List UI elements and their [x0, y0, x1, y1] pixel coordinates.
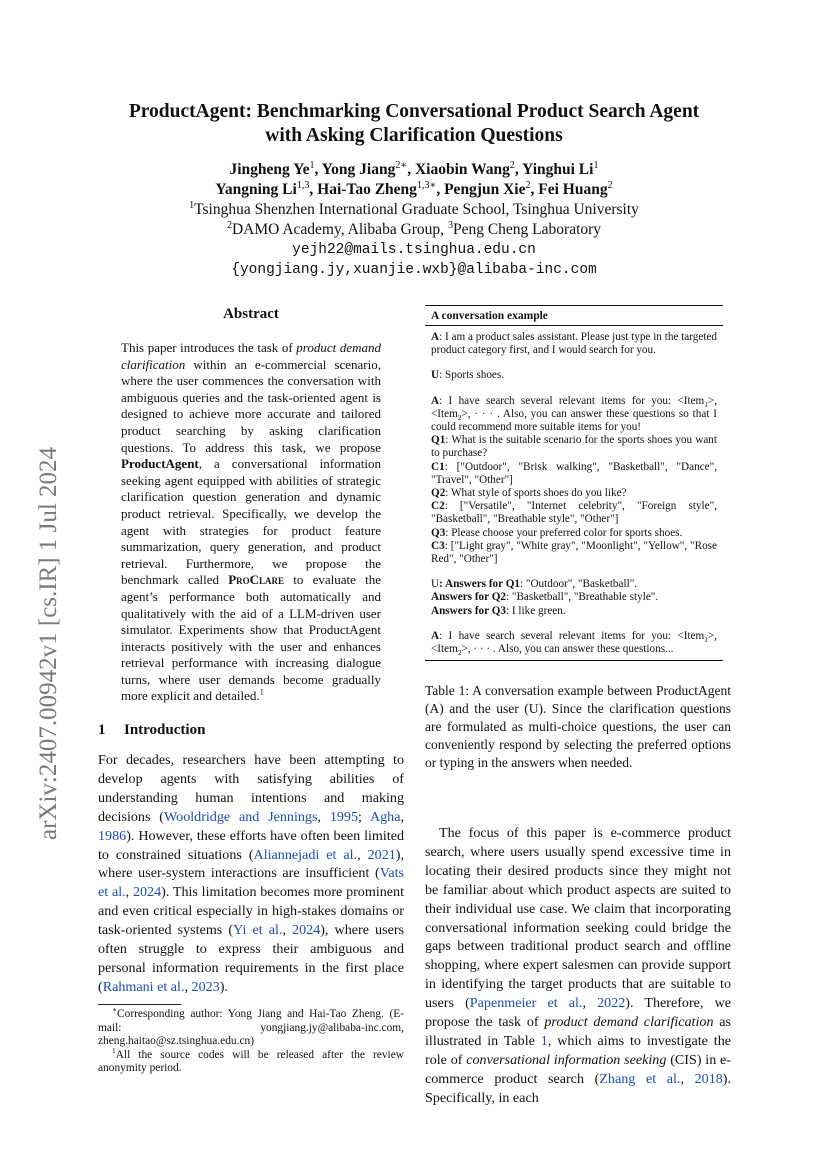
- body-text: ,: [400, 808, 405, 825]
- speaker-label: A: [431, 629, 440, 642]
- email-1: yejh22@mails.tsinghua.edu.cn: [292, 242, 536, 258]
- footnote-ref[interactable]: 1: [259, 687, 264, 698]
- author-sep: ,: [530, 181, 539, 198]
- abstract-text: This paper introduces the task of: [121, 340, 297, 355]
- item-subscript: 2: [457, 649, 462, 658]
- speaker-label: U: [431, 578, 440, 591]
- table-caption: Table 1: A conversation example between ProductAgent (A) and the user (U). Since the clarification questions are formulated as multi-choice questions, the user can conveniently respond by selecting the preferred options or typing in the answers when needed.: [425, 683, 731, 770]
- table-heading: A conversation example: [431, 310, 548, 322]
- italic-term: conversational information seeking: [466, 1051, 667, 1068]
- body-text: , which aims to investigate the role of: [425, 1032, 731, 1068]
- body-text: ,: [317, 808, 330, 825]
- table-reference-link[interactable]: 1: [540, 1032, 548, 1049]
- citation-link[interactable]: Wooldridge and Jennings: [163, 808, 318, 825]
- user-turn-1: [431, 369, 717, 382]
- question-text: : Please choose your preferred color for sports shoes.: [445, 526, 683, 539]
- citation-link[interactable]: Rahmani et al.: [102, 978, 185, 995]
- turn-text: : I have search several relevant items for you: <Item: [439, 394, 705, 407]
- author-sup: 2: [509, 159, 515, 171]
- author-sep: ,: [309, 181, 318, 198]
- question-text: : What style of sports shoes do you like?: [445, 487, 627, 500]
- citation-link[interactable]: 1986: [98, 827, 127, 844]
- arxiv-stamp: arXiv:2407.00942v1 [cs.IR] 1 Jul 2024: [35, 446, 62, 840]
- conversation-body: [425, 326, 723, 660]
- citation-link[interactable]: 2024: [132, 884, 162, 901]
- author-sup: 2: [607, 179, 613, 191]
- author-name: Yong Jiang: [321, 161, 396, 178]
- body-text: ,: [582, 995, 598, 1012]
- body-text: ), where users often struggle to express their ambiguous and personal information requirements in the first place (: [98, 922, 405, 995]
- footnote-text: Corresponding author: Yong Jiang and Hai-Tao Zheng. (E-mail: yongjiang.jy@alibaba-inc.com, zheng.haitao@sz.tsinghua.edu.cn): [98, 1008, 404, 1048]
- author-sep: ,: [407, 161, 415, 178]
- email-2: {yongjiang.jy,xuanjie.wxb}@alibaba-inc.com: [231, 262, 597, 278]
- agent-turn-1: [431, 331, 717, 357]
- author-name: Yangning Li: [215, 181, 297, 198]
- choice-label: C1: [431, 460, 445, 473]
- section-title: Introduction: [124, 722, 206, 738]
- italic-term: product demand clarification: [544, 1014, 714, 1031]
- abstract-text: to evaluate the agent’s performance both automatically and qualitatively with the aid of a LLM-driven user simulator. Experiments show that ProductAgent interacts positively with the user and enhances retrieval performance with increasing dialogue turns, where user demands become gradually more explicit and detailed.: [121, 572, 381, 704]
- title-line-2: with Asking Clarification Questions: [265, 125, 563, 146]
- citation-link[interactable]: 2021: [367, 846, 396, 863]
- question-text: : What is the suitable scenario for the sports shoes you want to purchase?: [431, 434, 717, 460]
- author-name: Fei Huang: [538, 181, 608, 198]
- item-subscript: 1: [704, 636, 708, 645]
- choice-label: C2: [431, 500, 445, 513]
- body-text: as illustrated in Table: [425, 1014, 732, 1049]
- body-text: ).: [219, 978, 228, 995]
- aff-sup: 1: [189, 199, 195, 211]
- answer-text: : "Outdoor", "Basketball".: [520, 578, 638, 591]
- question-label: Q2: [431, 487, 446, 500]
- choice-text: : ["Light gray", "White gray", "Moonlight", "Yellow", "Rose Red", "Other"]: [431, 539, 717, 566]
- citation-link[interactable]: Agha: [369, 808, 401, 825]
- author-line-1: [0, 160, 828, 180]
- author-name: Xiaobin Wang: [414, 161, 510, 178]
- speaker-label: U: [431, 369, 440, 382]
- author-sup: 1,3: [296, 179, 310, 191]
- turn-text: : I have search several relevant items for you: <Item: [439, 629, 705, 642]
- author-sup: 2∗: [395, 159, 408, 171]
- turn-text: >, <Item: [431, 394, 717, 420]
- body-text: The focus of this paper is e-commerce product search, where users usually spend excessive time in locating their desired products since they might not be familiar about which product aspects are suited to their individual use case. We claim that incorporating conversational information seeking could bridge the gaps between traditional product search and offline shopping, where expert salesmen can provide support in identifying the target products that are suitable to users (: [425, 825, 731, 1012]
- turn-text: >, · · · . Also, you can answer these questions so that I could recommend more suitable items for you!: [431, 407, 717, 434]
- item-subscript: 1: [704, 400, 708, 409]
- aff-sup: 2: [226, 219, 232, 231]
- speaker-label: A: [431, 331, 440, 343]
- abstract-heading: Abstract: [223, 306, 279, 322]
- citation-link[interactable]: 2018: [694, 1070, 723, 1087]
- body-text: ). However, these efforts have often been limited to constrained situations (: [98, 827, 404, 863]
- author-name: Hai-Tao Zheng: [317, 181, 417, 198]
- answer-label: Answers for Q2: [431, 591, 506, 604]
- author-line-2: [0, 180, 828, 200]
- body-text: ,: [184, 978, 192, 995]
- body-text: ,: [282, 922, 293, 939]
- body-text: ;: [358, 808, 370, 825]
- section-heading-introduction: [98, 722, 205, 739]
- right-column-paragraph: [425, 824, 731, 1108]
- citation-link[interactable]: Yi et al.: [233, 922, 283, 939]
- author-block: [0, 160, 828, 280]
- author-name: Yinghui Li: [522, 161, 594, 178]
- author-sep: ,: [314, 161, 322, 178]
- body-text: ). Therefore, we propose the task of: [425, 995, 732, 1031]
- abstract-bold: ProductAgent: [121, 456, 199, 472]
- answer-text: : I like green.: [506, 604, 566, 617]
- body-text: (CIS) in e-commerce product search (: [425, 1051, 731, 1087]
- author-sup: 1,3∗: [416, 179, 437, 191]
- body-text: ,: [125, 884, 133, 901]
- abstract-text: , a conversational information seeking agent equipped with abilities of strategic clarification question generation and dynamic product retrieval. Specifically, we develop the agent with strategies for product feature summarization, query generation, and product retrieval. Furthermore, we propose the benchmark called: [121, 456, 381, 588]
- citation-link[interactable]: 2024: [292, 922, 321, 939]
- affiliation-1: [0, 200, 828, 220]
- conversation-table: [425, 305, 723, 661]
- aff-text: Peng Cheng Laboratory: [452, 221, 602, 238]
- choice-label: C3: [431, 539, 445, 552]
- table-bottom-rule: [425, 660, 723, 661]
- answer-text: : "Basketball", "Breathable style".: [506, 591, 659, 604]
- choice-text: : ["Outdoor", "Brisk walking", "Basketball", "Dance", "Travel", "Other"]: [431, 460, 717, 486]
- author-sep: ,: [514, 161, 523, 178]
- body-text: ). Specifically, in each: [425, 1070, 732, 1106]
- body-text: ). This limitation becomes more prominent and even critical especially in high-stakes domains or task-oriented systems (: [98, 884, 405, 939]
- citation-link[interactable]: 2022: [597, 995, 626, 1012]
- body-text: For decades, researchers have been attempting to develop agents with satisfying abilities of understanding human intentions and making decisions (: [98, 752, 404, 825]
- author-name: Jingheng Ye: [229, 161, 310, 178]
- citation-link[interactable]: Zhang et al.: [599, 1070, 681, 1087]
- footnote-1: [98, 1005, 404, 1049]
- benchmark-name: ProClare: [228, 572, 285, 588]
- author-sup: 1: [309, 159, 315, 171]
- footnote-mark: 1: [112, 1045, 116, 1055]
- answer-label: Answers for Q3: [431, 604, 506, 617]
- aff-text: Tsinghua Shenzhen International Graduate School, Tsinghua University: [194, 201, 639, 218]
- section-number: 1: [98, 722, 106, 738]
- citation-link[interactable]: Aliannejadi et al.: [253, 846, 358, 863]
- turn-text: : I am a product sales assistant. Please just type in the targeted product category first, and I would search for you.: [431, 331, 717, 357]
- abstract-italic: product demand clarification: [121, 340, 381, 372]
- author-name: Pengjun Xie: [444, 181, 526, 198]
- footnotes: [98, 1005, 404, 1076]
- footnote-text: All the source codes will be released after the review anonymity period.: [98, 1048, 404, 1075]
- affiliation-2: [0, 220, 828, 240]
- footnote-mark: ∗: [112, 1005, 118, 1015]
- aff-text: DAMO Academy, Alibaba Group,: [231, 221, 448, 238]
- citation-link[interactable]: 1995: [329, 808, 358, 825]
- citation-link[interactable]: 2023: [191, 978, 220, 995]
- author-sup: 1: [593, 159, 599, 171]
- body-text: ,: [357, 846, 368, 863]
- turn-text: >, · · · . Also, you can answer these questions...: [461, 643, 674, 656]
- footnote-2: [98, 1045, 404, 1076]
- body-text: ), where user-system interactions are insufficient (: [98, 846, 404, 882]
- abstract-text: within an e-commercial scenario, where the user commences the conversation with ambiguous queries and the task-oriented agent is designed to achieve more accurate and tailored product searching by asking clarification questions. To address this task, we propose: [121, 356, 381, 455]
- choice-text: : ["Versatile", "Internet celebrity", "Foreign style", "Basketball", "Breathable style", "Other"]: [431, 500, 717, 526]
- intro-paragraph: [98, 751, 404, 997]
- answer-label: : Answers for Q1: [439, 578, 520, 591]
- abstract-body: [121, 340, 381, 705]
- speaker-label: A: [431, 394, 440, 407]
- body-text: ,: [680, 1070, 695, 1087]
- question-label: Q1: [431, 434, 446, 447]
- citation-link[interactable]: Vats et al.: [98, 865, 404, 901]
- aff-sup: 3: [447, 219, 453, 231]
- paper-title: [0, 100, 828, 148]
- turn-text: >, <Item: [431, 629, 717, 656]
- agent-turn-3: [431, 630, 717, 656]
- item-subscript: 2: [457, 414, 462, 423]
- footnote-divider: [98, 1004, 181, 1005]
- title-line-1: ProductAgent: Benchmarking Conversational Product Search Agent: [128, 101, 700, 122]
- question-label: Q3: [431, 526, 446, 539]
- agent-turn-2: [431, 395, 717, 567]
- author-sup: 2: [525, 179, 531, 191]
- user-turn-2: [431, 578, 717, 618]
- citation-link[interactable]: Papenmeier et al.: [469, 995, 583, 1012]
- turn-text: : Sports shoes.: [439, 369, 505, 382]
- author-sep: ,: [436, 181, 445, 198]
